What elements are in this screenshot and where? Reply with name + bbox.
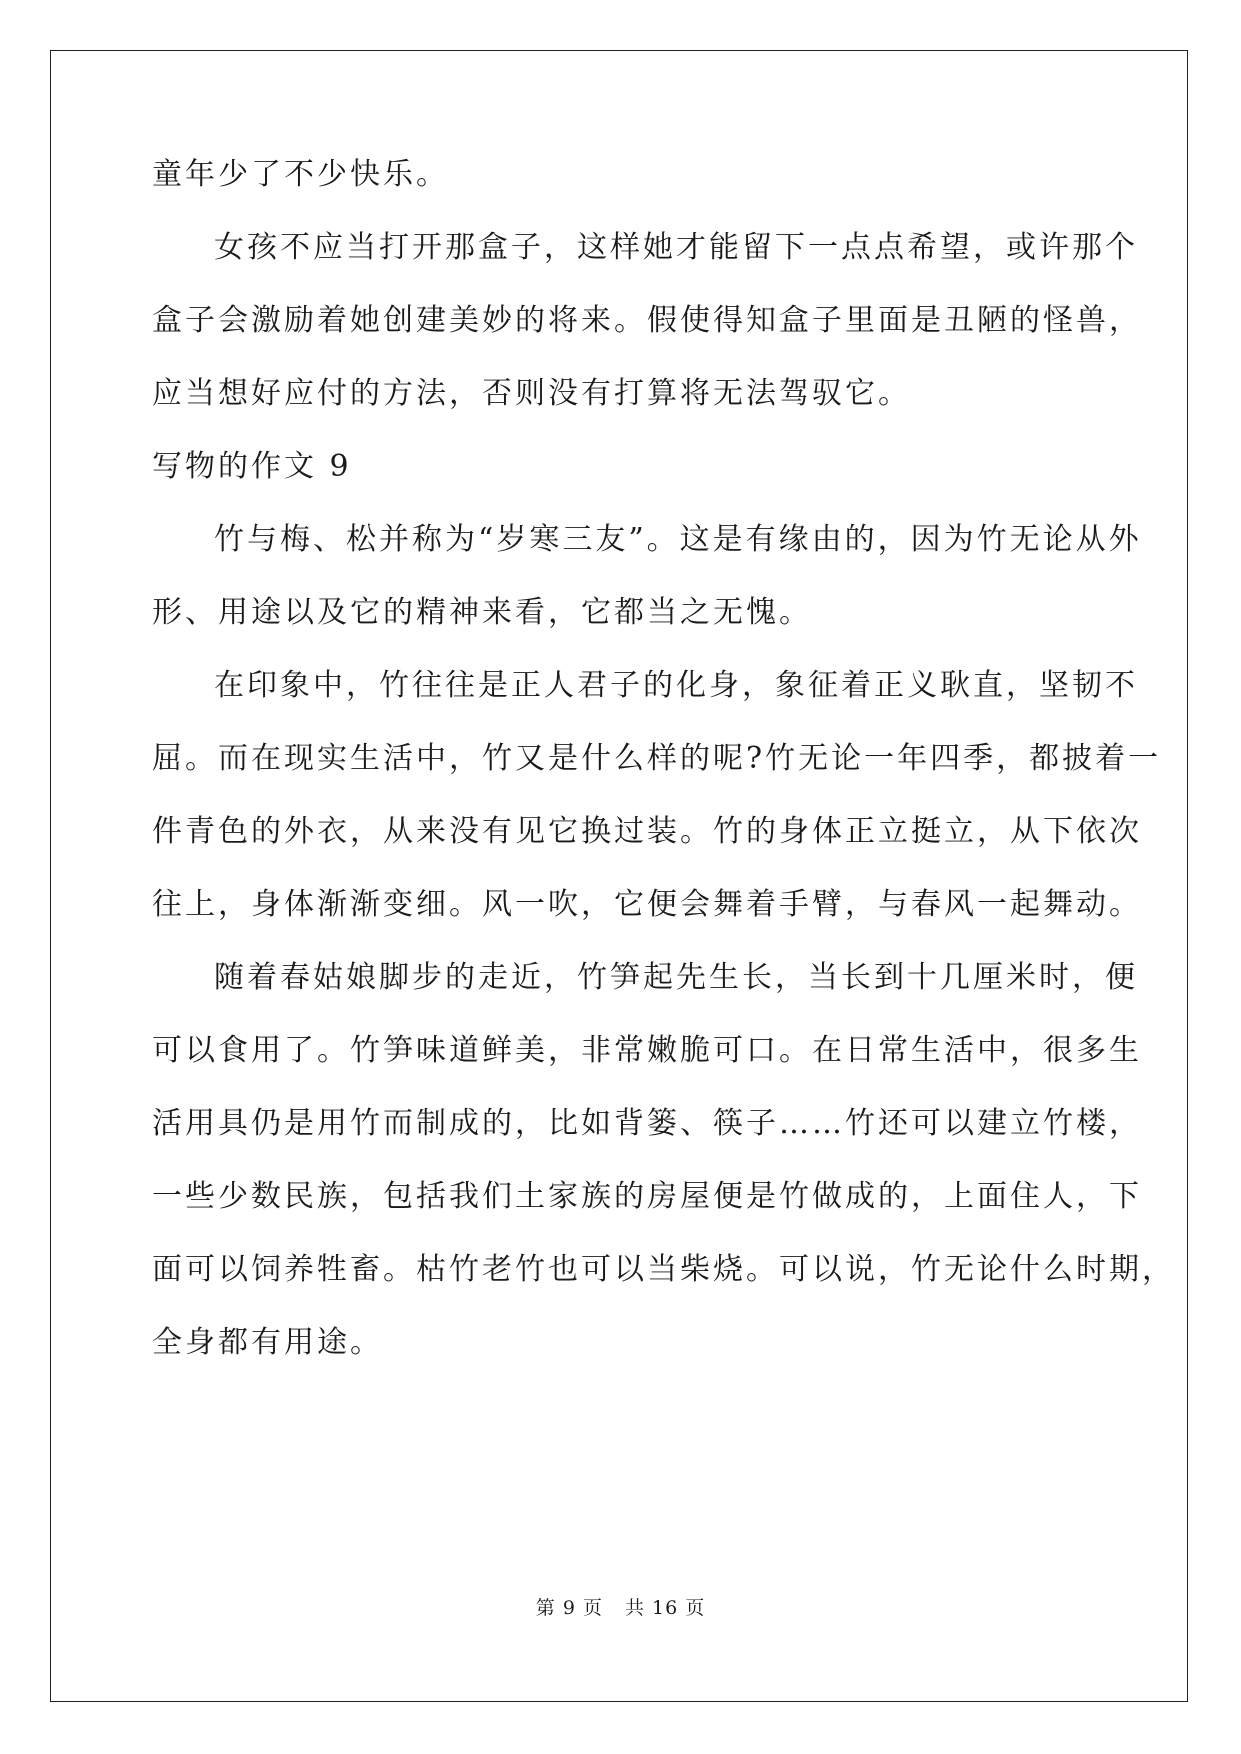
body-line: 屈。而在现实生活中，竹又是什么样的呢?竹无论一年四季，都披着一: [152, 741, 1162, 776]
page-footer: [0, 1596, 1241, 1620]
body-line: 童年少了不少快乐。: [152, 157, 449, 192]
page-number: 第 9 页: [535, 1597, 603, 1619]
body-line: 往上，身体渐渐变细。风一吹，它便会舞着手臂，与春风一起舞动。: [152, 887, 1142, 922]
body-line: 在印象中，竹往往是正人君子的化身，象征着正义耿直，坚韧不: [214, 668, 1138, 703]
body-line: 形、用途以及它的精神来看，它都当之无愧。: [152, 595, 812, 630]
section-heading: 写物的作文 9: [152, 449, 352, 484]
body-line: 面可以饲养牲畜。枯竹老竹也可以当柴烧。可以说，竹无论什么时期，: [152, 1252, 1175, 1287]
body-line: 活用具仍是用竹而制成的，比如背篓、筷子……竹还可以建立竹楼，: [152, 1106, 1142, 1141]
body-line: 盒子会激励着她创建美妙的将来。假使得知盒子里面是丑陋的怪兽，: [152, 303, 1142, 338]
body-line: 一些少数民族，包括我们土家族的房屋便是竹做成的，上面住人，下: [152, 1179, 1142, 1214]
body-line: 全身都有用途。: [152, 1325, 383, 1360]
page-border: [50, 50, 1188, 1702]
body-line: 应当想好应付的方法，否则没有打算将无法驾驭它。: [152, 376, 911, 411]
body-line: 可以食用了。竹笋味道鲜美，非常嫩脆可口。在日常生活中，很多生: [152, 1033, 1142, 1068]
body-line: 随着春姑娘脚步的走近，竹笋起先生长，当长到十几厘米时，便: [214, 960, 1138, 995]
body-line: 竹与梅、松并称为“岁寒三友”。这是有缘由的，因为竹无论从外: [214, 522, 1142, 557]
body-line: 件青色的外衣，从来没有见它换过装。竹的身体正立挺立，从下依次: [152, 814, 1142, 849]
body-line: 女孩不应当打开那盒子，这样她才能留下一点点希望，或许那个: [214, 230, 1138, 265]
page-total: 共 16 页: [624, 1597, 706, 1619]
